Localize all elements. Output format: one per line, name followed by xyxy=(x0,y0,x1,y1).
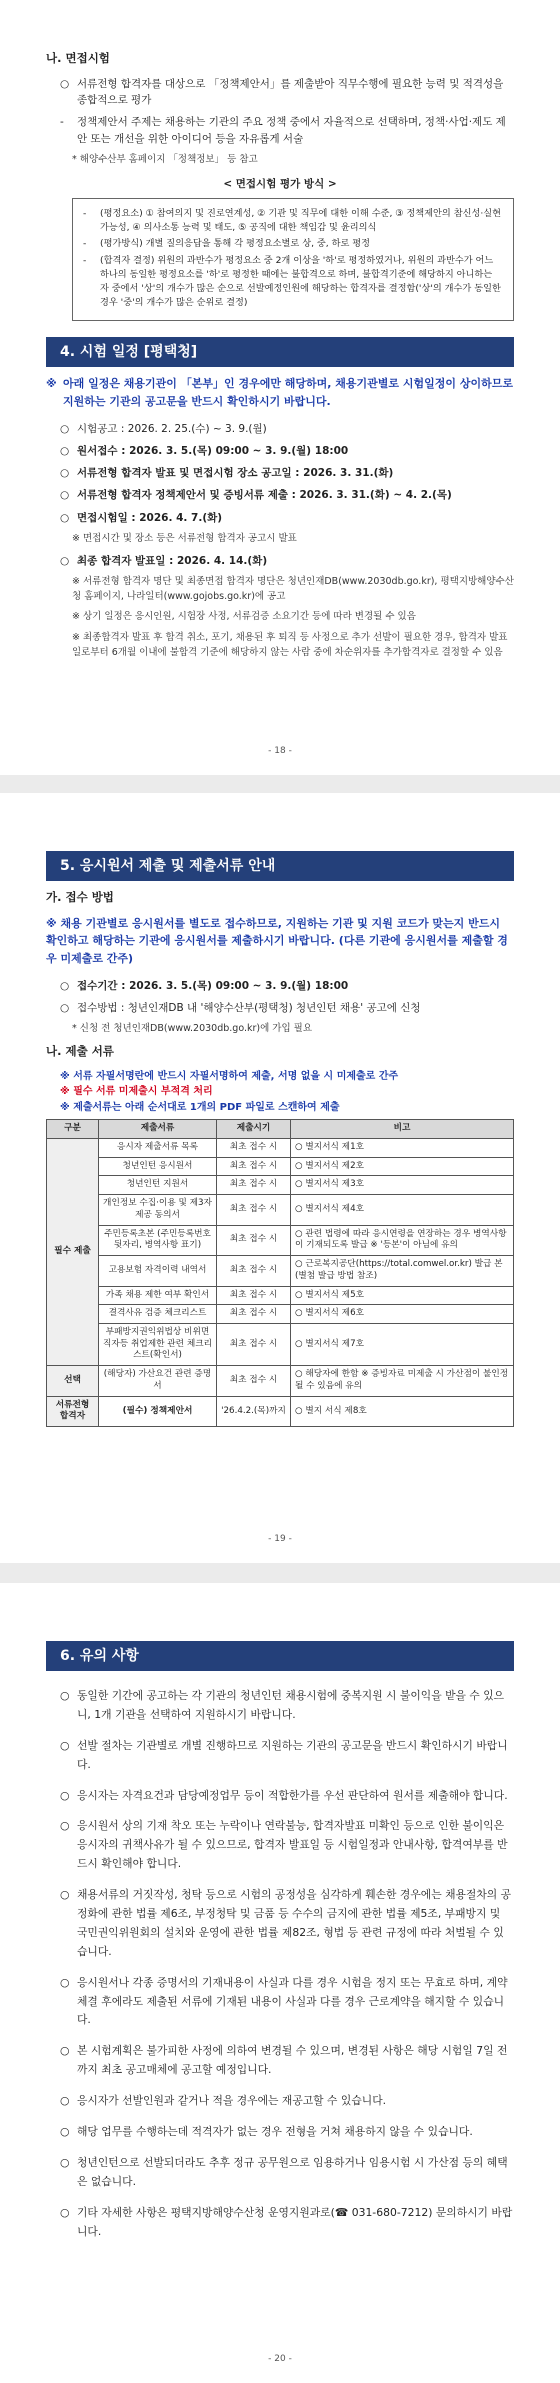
schedule-item: ○ 최종 합격자 발표일 : 2026. 4. 14.(화) xyxy=(60,554,268,567)
page-18 xyxy=(0,0,560,775)
caution-item: ○ 응시자는 자격요건과 담당예정업무 등이 적합한가를 우선 판단하여 원서를 제출해야 합니다. xyxy=(60,1788,508,1802)
caution-item: ○ 응시원서 상의 기재 착오 또는 누락이나 연락불능, 합격자발표 미확인 등으로 인한 불이익은 응시자의 귀책사유가 될 수 있으므로, 합격자 발표일 등 시험일정과 안내사항, 합격여부를 반드시 확인해야 합니다. xyxy=(60,1819,508,1871)
document-note: ※ 필수 서류 미제출시 부적격 처리 xyxy=(60,1086,213,1098)
caution-item: ○ 채용서류의 거짓작성, 청탁 등으로 시험의 공정성을 심각하게 훼손한 경우에는 채용절차의 공정화에 관한 법률 제6조, 부정청탁 및 금품 등 수수의 금지에 관한 법률 제5조, 부패방지 및 국민권익위원회의 설치와 운영에 관한 법률 제82조, 형법 등 관련 규정에 따라 처벌될 수 있습니다. xyxy=(60,1888,512,1958)
table-row: 가족 채용 제한 여부 확인서 최초 접수 시 ○ 별지서식 제5호 xyxy=(47,1286,514,1305)
schedule-item: ○ 원서접수 : 2026. 3. 5.(목) 09:00 ~ 3. 9.(월) 18:00 xyxy=(60,444,349,457)
schedule-notice: ※ 아래 일정은 채용기관이 「본부」인 경우에만 해당하며, 채용기관별로 시험일정이 상이하므로 지원하는 기관의 공고문을 반드시 확인하시기 바랍니다. xyxy=(46,377,513,409)
caution-item: ○ 본 시험계획은 불가피한 사정에 의하여 변경될 수 있으며, 변경된 사항은 해당 시험일 7일 전까지 최초 공고매체에 공고할 예정입니다. xyxy=(60,2044,508,2077)
eval-item: - (평가방식) 개별 질의응답을 통해 각 평정요소별로 상, 중, 하로 평정 xyxy=(83,238,371,250)
interview-note: * 해양수산부 홈페이지 「정책정보」 등 참고 xyxy=(72,153,258,165)
receipt-item: ○ 접수기간 : 2026. 3. 5.(목) 09:00 ~ 3. 9.(월) 18:00 xyxy=(60,979,349,992)
receipt-note: * 신청 전 청년인재DB(www.2030db.go.kr)에 가입 필요 xyxy=(72,1023,313,1035)
eval-item: - (합격자 결정) 위원의 과반수가 평정요소 중 2개 이상을 '하'로 평정하였거나, 위원의 과반수가 어느 하나의 동일한 평정요소를 '하'로 평정한 때에는 불합격으로 하며, 불합격기준에 해당하지 아니하는 자 중에서 '상'의 개수가 많은 순으로 선발예정인원에 해당하는 합격자를 결정함('상'의 개수가 동일한 경우 '중'의 개수가 많은 순위로 결정) xyxy=(83,255,501,308)
schedule-item: ○ 면접시험일 : 2026. 4. 7.(화) xyxy=(60,511,223,524)
table-header-row: 구분 제출서류 제출시기 비고 xyxy=(47,1120,514,1139)
table-row: 청년인턴 응시원서 최초 접수 시 ○ 별지서식 제2호 xyxy=(47,1157,514,1176)
caution-item: ○ 동일한 기간에 공고하는 각 기관의 청년인턴 채용시험에 중복지원 시 불이익을 받을 수 있으니, 1개 기관을 선택하여 지원하시기 바랍니다. xyxy=(60,1689,505,1721)
eval-title: < 면접시험 평가 방식 > xyxy=(223,177,337,190)
receipt-item: ○ 접수방법 : 청년인재DB 내 '해양수산부(평택청) 청년인턴 채용' 공고에 신청 xyxy=(60,1001,421,1014)
table-row: 부패방지권익위법상 비위면직자등 취업제한 관련 체크리스트(확인서) 최초 접수 시 ○ 별지서식 제7호 xyxy=(47,1323,514,1365)
page-number: - 19 - xyxy=(268,1534,292,1545)
document-notes xyxy=(60,1069,514,1116)
document-note: ※ 서류 자필서명란에 반드시 자필서명하여 제출, 서명 없을 시 미제출로 간주 xyxy=(60,1070,399,1082)
table-row: 필수 제출 응시자 제출서류 목록 최초 접수 시 ○ 별지서식 제1호 xyxy=(47,1138,514,1157)
caution-item: ○ 해당 업무를 수행하는데 적격자가 없는 경우 전형을 거쳐 채용하지 않을 수 있습니다. xyxy=(60,2125,473,2139)
table-row: 주민등록초본 (주민등록번호 뒷자리, 병역사항 표기) 최초 접수 시 ○ 관련 법령에 따라 응시연령을 연장하는 경우 병역사항이 기재되도록 발급 ※ '등본'이 아님에 유의 xyxy=(47,1225,514,1255)
interview-item: - 정책제안서 주제는 채용하는 기관의 주요 정책 중에서 자율적으로 선택하며, 정책·사업·제도 제안 또는 개선을 위한 아이디어 등을 자유롭게 서술 xyxy=(60,116,506,145)
schedule-item: ○ 서류전형 합격자 발표 및 면접시험 장소 공고일 : 2026. 3. 31.(화) xyxy=(60,467,394,480)
schedule-note: ※ 서류전형 합격자 명단 및 최종면접 합격자 명단은 청년인재DB(www.2030db.go.kr), 평택지방해양수산청 홈페이지, 나라일터(www.gojobs.go.kr)에 공고 xyxy=(72,575,514,602)
documents-heading: 나. 제출 서류 xyxy=(46,1043,114,1058)
dash-bullet: - xyxy=(60,116,64,129)
table-row: 고용보험 자격이력 내역서 최초 접수 시 ○ 근로복지공단(https://total.comwel.or.kr) 발급 본 (별첨 발급 방법 참조) xyxy=(47,1256,514,1286)
schedule-note: ※ 최종합격자 발표 후 합격 취소, 포기, 채용된 후 퇴직 등 사정으로 추가 선발이 필요한 경우, 합격자 발표일로부터 6개월 이내에 불합격 기준에 해당하지 않는 사람 중에 차순위자를 추가합격자로 결정할 수 있음 xyxy=(72,632,508,658)
caution-item: ○ 선발 절차는 기관별로 개별 진행하므로 지원하는 기관의 공고문을 반드시 확인하시기 바랍니다. xyxy=(60,1738,508,1771)
page-number: - 18 - xyxy=(268,746,292,757)
circle-bullet: ○ xyxy=(60,77,70,90)
table-row: 청년인턴 지원서 최초 접수 시 ○ 별지서식 제3호 xyxy=(47,1176,514,1195)
caution-item: ○ 응시원서나 각종 증명서의 기재내용이 사실과 다를 경우 시험을 정지 또는 무효로 하며, 계약체결 후에라도 제출된 서류에 기재된 내용이 사실과 다를 경우 근로계약을 해지할 수 있습니다. xyxy=(60,1975,508,2027)
schedule-note: ※ 면접시간 및 장소 등은 서류전형 합격자 공고시 발표 xyxy=(72,532,297,544)
schedule-note: ※ 상기 일정은 응시인원, 시험장 사정, 서류검증 소요기간 등에 따라 변경될 수 있음 xyxy=(72,611,416,623)
caution-item: ○ 기타 자세한 사항은 평택지방해양수산청 운영지원과로(☎ 031-680-7212) 문의하시기 바랍니다. xyxy=(60,2205,513,2238)
section-title: 6. 유의 사항 xyxy=(46,1641,514,1671)
receipt-notice: ※ 채용 기관별로 응시원서를 별도로 접수하므로, 지원하는 기관 및 지원 코드가 맞는지 반드시 확인하고 해당하는 기관에 응시원서를 제출하시기 바랍니다. (다른 기관에 응시원서를 제출할 경우 미제출로 간주) xyxy=(46,916,508,965)
table-row: 서류전형 합격자 (필수) 정책제안서 '26.4.2.(목)까지 ○ 별지 서식 제8호 xyxy=(47,1396,514,1426)
schedule-item: ○ 시험공고 : 2026. 2. 25.(수) ~ 3. 9.(월) xyxy=(60,422,267,435)
caution-item: ○ 청년인턴으로 선발되더라도 추후 정규 공무원으로 임용하거나 임용시험 시 가산점 등의 혜택은 없습니다. xyxy=(60,2155,508,2188)
page-19 xyxy=(0,793,560,1563)
caution-item: ○ 응시자가 선발인원과 같거나 적을 경우에는 재공고할 수 있습니다. xyxy=(60,2094,387,2108)
interview-heading: 나. 면접시험 xyxy=(46,51,110,65)
table-row: 선택 (해당자) 가산요건 관련 증명서 최초 접수 시 ○ 해당자에 한함 ※ 증빙자료 미제출 시 가산점이 불인정 될 수 있음에 유의 xyxy=(47,1366,514,1396)
page-number: - 20 - xyxy=(268,2354,292,2365)
eval-item: - (평정요소) ① 참여의지 및 진로연계성, ② 기관 및 직무에 대한 이해 수준, ③ 정책제안의 참신성·실현가능성, ④ 의사소통 능력 및 태도, ⑤ 공직에 대한 책임감 및 윤리의식 xyxy=(83,207,502,233)
table-row: 개인정보 수집·이용 및 제3자 제공 동의서 최초 접수 시 ○ 별지서식 제4호 xyxy=(47,1195,514,1225)
section-title: 4. 시험 일정 [평택청] xyxy=(46,337,514,367)
documents-table xyxy=(46,1119,514,1427)
receipt-heading: 가. 접수 방법 xyxy=(46,890,114,904)
document-note: ※ 제출서류는 아래 순서대로 1개의 PDF 파일로 스캔하여 제출 xyxy=(60,1101,340,1113)
eval-method-box xyxy=(72,198,514,322)
required-group-label: 필수 제출 xyxy=(47,1138,99,1365)
section-title: 5. 응시원서 제출 및 제출서류 안내 xyxy=(46,851,514,881)
page-20 xyxy=(0,1583,560,2383)
schedule-item: ○ 서류전형 합격자 정책제안서 및 증빙서류 제출 : 2026. 3. 31.(화) ~ 4. 2.(목) xyxy=(60,489,452,502)
table-row: 결격사유 검증 체크리스트 최초 접수 시 ○ 별지서식 제6호 xyxy=(47,1305,514,1324)
interview-item: ○ 서류전형 합격자를 대상으로 「정책제안서」를 제출받아 직무수행에 필요한 능력 및 적격성을 종합적으로 평가 xyxy=(60,77,504,107)
